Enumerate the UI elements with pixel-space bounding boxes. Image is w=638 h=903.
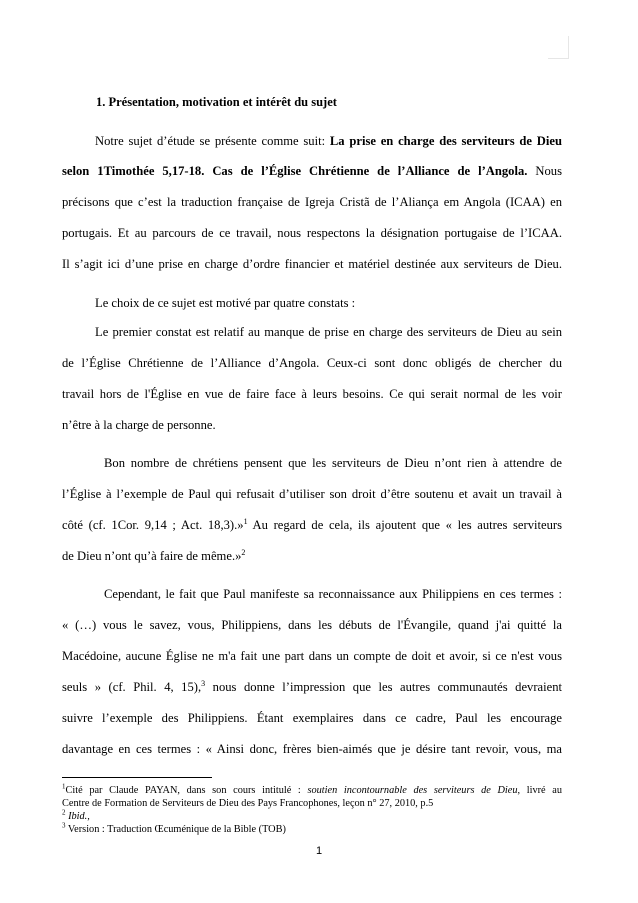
p5-line-4 — [62, 680, 562, 694]
p5-line-5: suivre l’exemple des Philippiens. Étant exemplaires dans ce cadre, Paul les encourage — [62, 711, 562, 725]
p3-line-3: travail hors de l'Église en vue de faire face à leurs besoins. Ce qui serait normal de les voir — [62, 387, 562, 401]
section-heading: 1. Présentation, motivation et intérêt du sujet — [96, 95, 337, 109]
p4-line-4 — [62, 549, 562, 563]
p4-line-3 — [62, 518, 562, 532]
p4-line-3-text-b: Au regard de cela, ils ajoutent que « les autres serviteurs — [247, 518, 562, 532]
p5-line-4-text-b: nous donne l’impression que les autres communautés devraient — [205, 680, 562, 694]
footnote-3-text: Version : Traduction Œcuménique de la Bible (TOB) — [65, 824, 286, 835]
p5-line-3: Macédoine, aucune Église ne m'a fait une part dans un compte de doit et avoir, si ce n'est vous — [62, 649, 562, 663]
footnote-2-number: 2 — [62, 808, 66, 817]
footnote-ref-2: 2 — [241, 547, 246, 557]
crop-mark-horizontal — [548, 58, 569, 59]
crop-mark-vertical — [568, 36, 569, 58]
footnote-3-number: 3 — [62, 821, 66, 830]
p4-line-4-text: de Dieu n’ont qu’à faire de même.» — [62, 549, 242, 563]
footnote-1-line-1 — [62, 782, 563, 797]
p1-line-1-bold: La prise en charge des serviteurs de Dieu — [329, 134, 562, 148]
p1-line-2 — [62, 164, 562, 178]
p4-line-1: Bon nombre de chrétiens pensent que les serviteurs de Dieu n’ont rien à attendre de — [104, 456, 562, 470]
p5-line-4-text: seuls » (cf. Phil. 4, 15), — [62, 680, 202, 694]
p5-line-1: Cependant, le fait que Paul manifeste sa reconnaissance aux Philippiens en ces termes : — [104, 587, 562, 601]
p1-line-1-text: Notre sujet d’étude se présente comme suit: — [95, 134, 330, 148]
p1-line-3: précisons que c’est la traduction française de Igreja Cristã de l’Aliança em Angola (ICAA) en — [62, 195, 562, 209]
p3-line-4: n’être à la charge de personne. — [62, 418, 216, 432]
footnote-1-number: 1 — [62, 782, 66, 791]
footnote-1-text-c: , livré au — [517, 785, 563, 796]
footnote-1-title: soutien incontournable des serviteurs de Dieu — [307, 785, 518, 796]
p1-line-1 — [62, 134, 562, 148]
p5-line-6: davantage en ces termes : « Ainsi donc, frères bien-aimés que je désire tant revoir, vous, ma — [62, 742, 562, 756]
p5-line-2: « (…) vous le savez, vous, Philippiens, dans les débuts de l'Évangile, quand j'ai quitté la — [62, 618, 562, 632]
p1-line-2-text: Nous — [527, 164, 562, 178]
p4-line-2: l’Église à l’exemple de Paul qui refusait d’utiliser son droit d’être soutenu et avait un travail à — [62, 487, 562, 501]
footnote-2 — [62, 808, 562, 823]
p3-line-2: de l’Église Chrétienne de l’Alliance d’Angola. Ceux-ci sont donc obligés de chercher du — [62, 356, 562, 370]
p1-line-2-bold: selon 1Timothée 5,17-18. Cas de l’Église Chrétienne de l’Alliance de l’Angola. — [62, 164, 528, 178]
footnote-separator — [62, 777, 212, 778]
footnote-1-text: Cité par Claude PAYAN, dans son cours intitulé : — [65, 785, 308, 796]
p3-line-1: Le premier constat est relatif au manque de prise en charge des serviteurs de Dieu au sein — [95, 325, 562, 339]
p4-line-3-text: côté (cf. 1Cor. 9,14 ; Act. 18,3).» — [62, 518, 244, 532]
footnote-ref-1: 1 — [243, 516, 248, 526]
footnote-ref-3: 3 — [201, 678, 206, 688]
footnote-2-text: Ibid., — [68, 811, 90, 822]
footnote-3 — [62, 821, 562, 836]
p1-line-4: portugais. Et au parcours de ce travail, nous respectons la désignation portugaise de l’ICAA. — [62, 226, 562, 240]
p1-line-5: Il s’agit ici d’une prise en charge d’ordre financier et matériel destinée aux serviteurs de Dieu. — [62, 257, 562, 271]
p2-line-1: Le choix de ce sujet est motivé par quatre constats : — [95, 296, 356, 310]
page-number: 1 — [315, 845, 323, 857]
footnote-1-line-2: Centre de Formation de Serviteurs de Dieu des Pays Francophones, leçon n° 27, 2010, p.5 — [62, 798, 434, 809]
